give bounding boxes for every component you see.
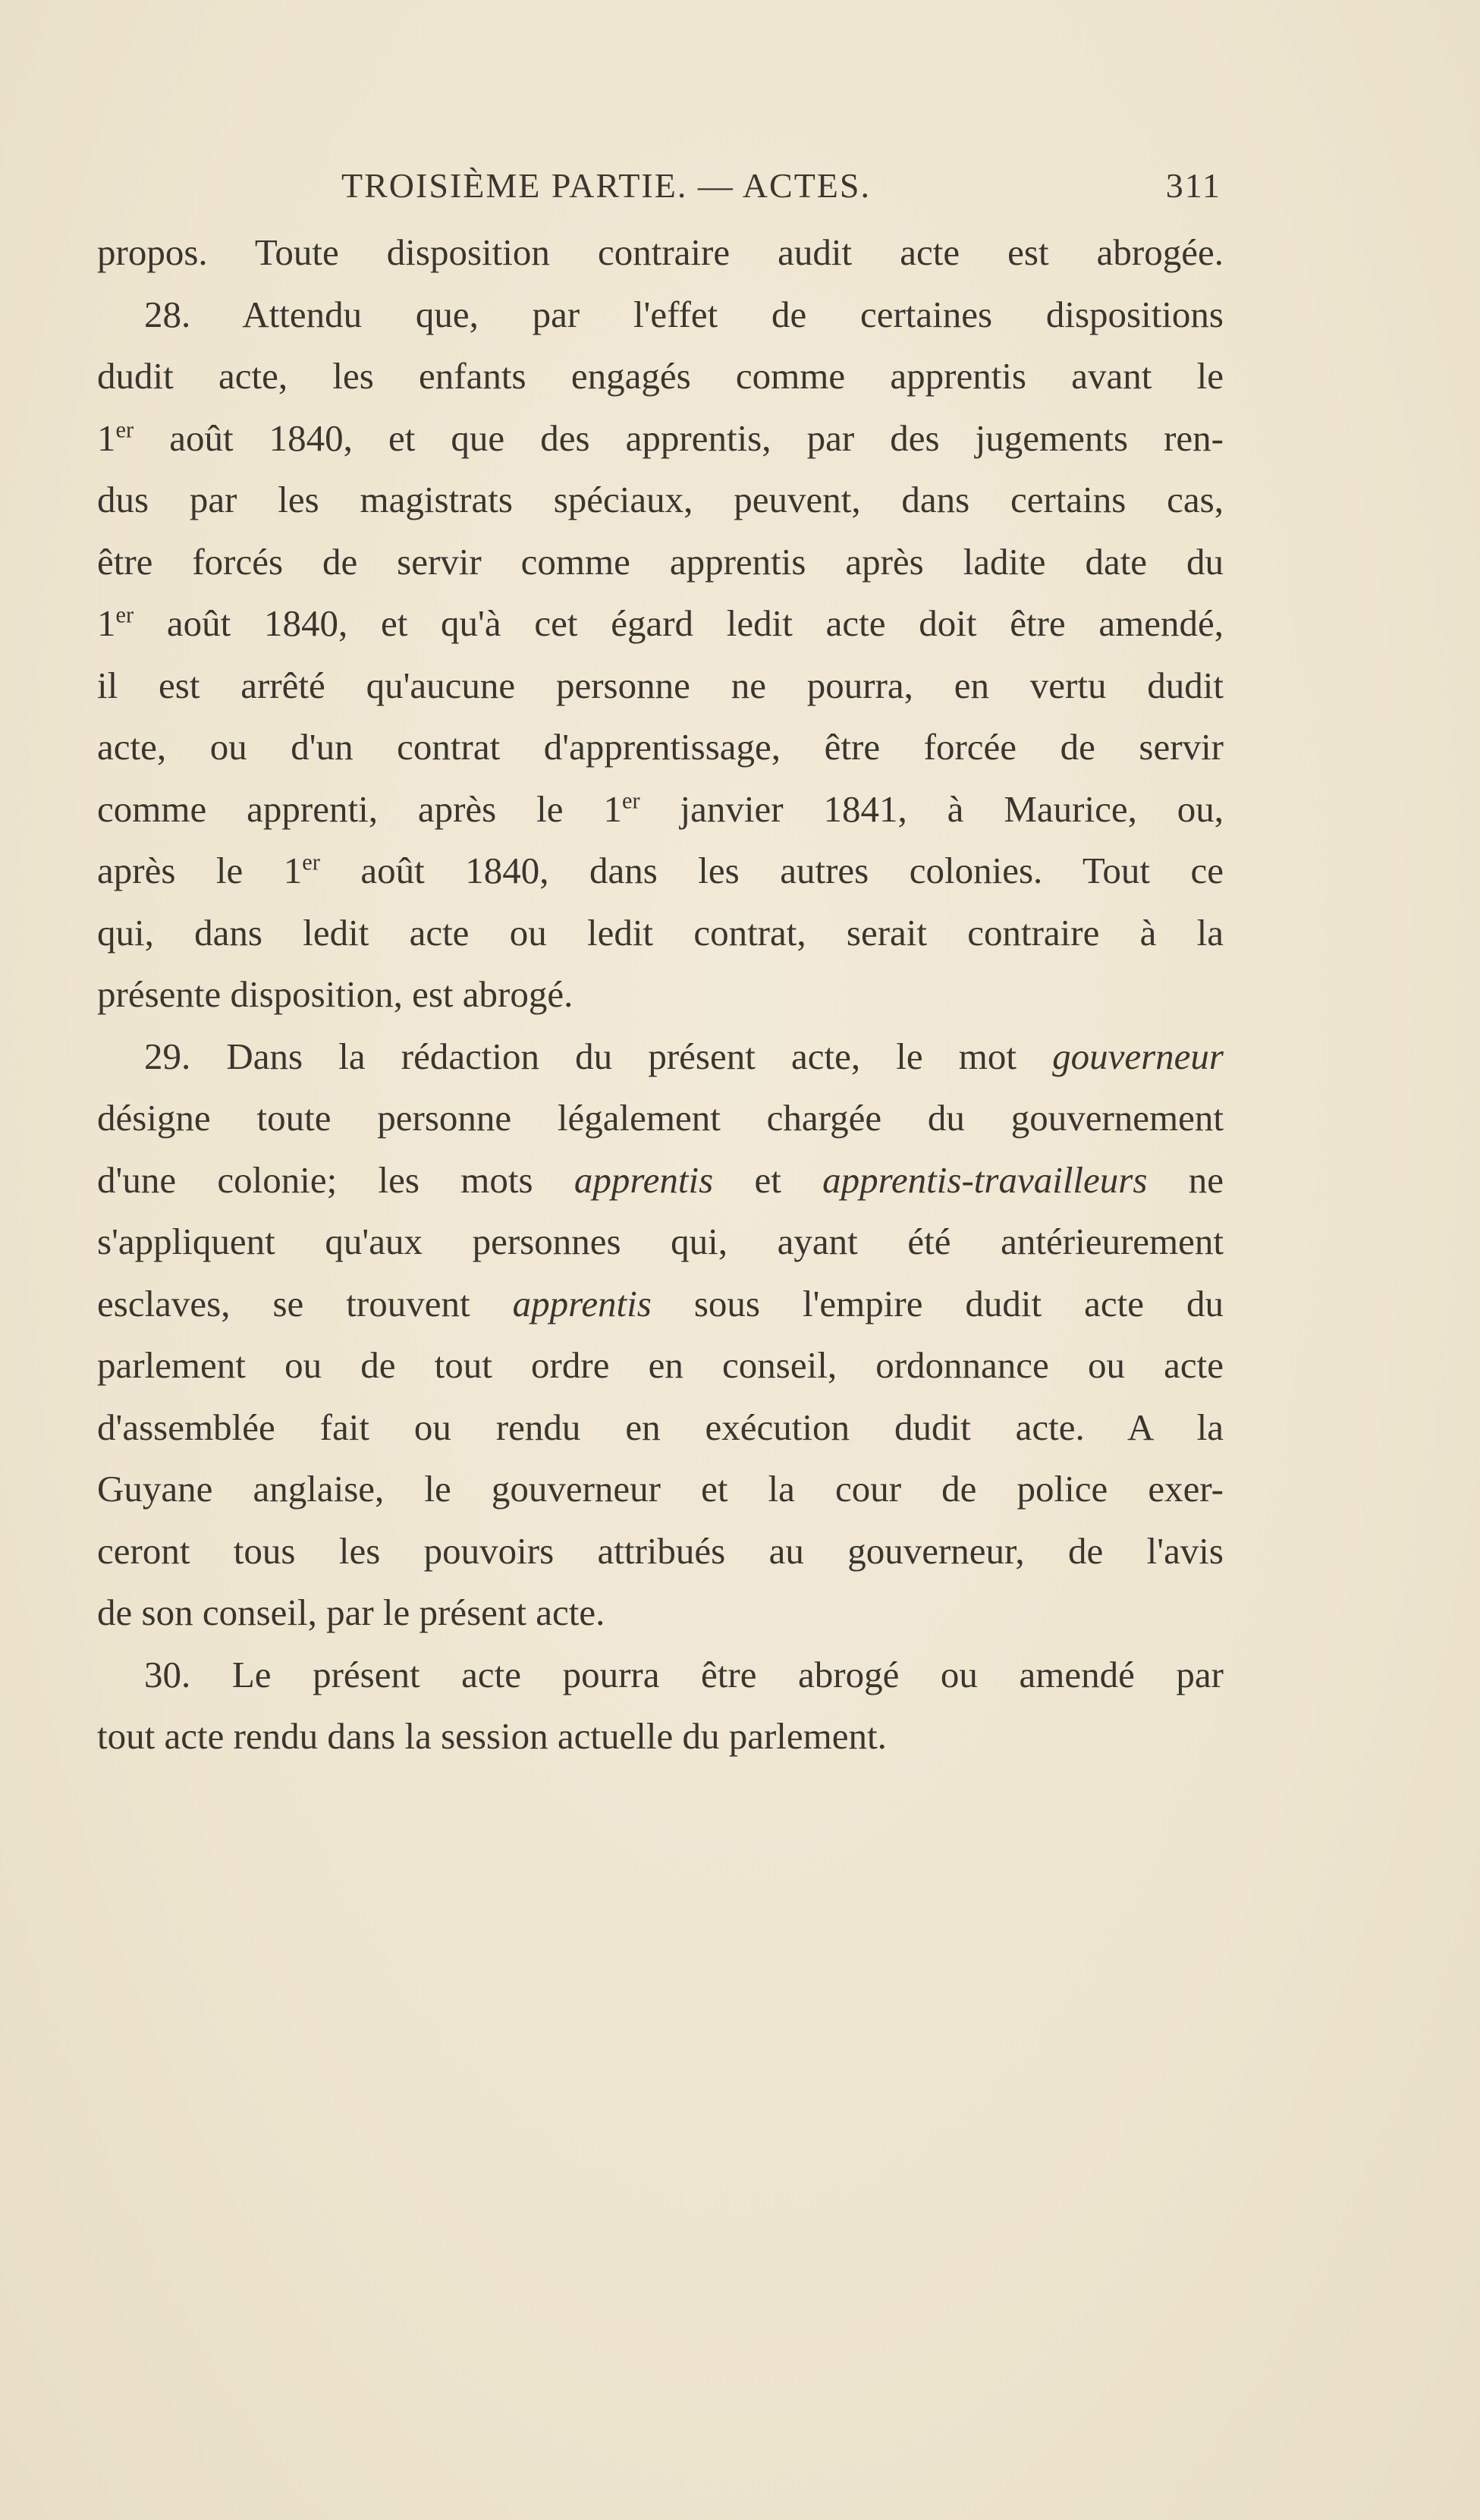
text-line — [97, 1273, 1224, 1335]
text-line: dus par les magistrats spéciaux, peuvent, dans certains cas, — [97, 479, 1224, 520]
text-fragment: 1 — [97, 602, 116, 644]
page-number: 311 — [1165, 166, 1221, 205]
text-fragment: après le 1 — [97, 850, 303, 891]
text-line: il est arrêté qu'aucune personne ne pourra, en vertu dudit — [97, 664, 1224, 706]
text-line: être forcés de servir comme apprentis après ladite date du — [97, 540, 1224, 583]
text-line: propos. Toute disposition contraire audit acte est abrogée. — [97, 231, 1224, 273]
text-line — [97, 1149, 1224, 1211]
text-fragment: 1 — [97, 416, 116, 459]
superscript: er — [115, 602, 134, 628]
italic-term: apprentis — [573, 1158, 714, 1201]
superscript: er — [621, 787, 640, 814]
text-fragment: août 1840, et que des apprentis, par des jugements ren- — [134, 416, 1224, 459]
text-line — [97, 778, 1224, 841]
text-fragment: sous l'empire dudit acte du — [651, 1282, 1224, 1324]
text-line: d'assemblée fait ou rendu en exécution dudit acte. A la — [97, 1406, 1224, 1448]
text-fragment: janvier 1841, à Maurice, ou, — [639, 787, 1224, 830]
article-29-start — [97, 1026, 1224, 1088]
text-line: parlement ou de tout ordre en conseil, ordonnance ou acte — [97, 1344, 1224, 1386]
text-line — [97, 840, 1224, 902]
superscript: er — [115, 416, 134, 443]
text-fragment: esclaves, se trouvent — [97, 1282, 513, 1324]
text-line: présente disposition, est abrogé. — [97, 973, 573, 1015]
article-28-start: 28. Attendu que, par l'effet de certaines dispositions — [144, 293, 1224, 335]
text-line: s'appliquent qu'aux personnes qui, ayant été antérieurement — [97, 1221, 1224, 1262]
body-text — [97, 222, 1224, 1767]
superscript: er — [302, 849, 320, 875]
text-line: de son conseil, par le présent acte. — [97, 1591, 605, 1633]
text-fragment: d'une colonie; les mots — [97, 1158, 574, 1201]
italic-term: apprentis — [512, 1282, 652, 1324]
text-fragment: et — [713, 1158, 823, 1201]
text-line: tout acte rendu dans la session actuelle du parlement. — [97, 1715, 887, 1757]
text-fragment: comme apprenti, après le 1 — [97, 787, 622, 830]
italic-term: gouverneur — [1052, 1035, 1224, 1077]
running-head: TROISIÈME PARTIE. — ACTES. — [341, 166, 871, 205]
text-line: ceront tous les pouvoirs attribués au gouverneur, de l'avis — [97, 1529, 1224, 1572]
text-fragment: août 1840, et qu'à cet égard ledit acte doit être amendé, — [134, 602, 1224, 644]
text-line: acte, ou d'un contrat d'apprentissage, être forcée de servir — [97, 726, 1224, 768]
text-line: désigne toute personne légalement chargée du gouvernement — [97, 1097, 1224, 1139]
text-line: dudit acte, les enfants engagés comme apprentis avant le — [97, 355, 1224, 397]
text-line — [97, 407, 1224, 470]
text-fragment: 29. Dans la rédaction du présent acte, le mot — [144, 1035, 1053, 1077]
page-header — [99, 165, 1221, 218]
text-fragment: août 1840, dans les autres colonies. Tout ce — [319, 850, 1224, 891]
text-line: qui, dans ledit acte ou ledit contrat, serait contraire à la — [97, 911, 1224, 954]
italic-term: apprentis-travailleurs — [822, 1158, 1148, 1201]
text-line: Guyane anglaise, le gouverneur et la cour de police exer- — [97, 1468, 1224, 1510]
text-line — [97, 592, 1224, 655]
article-30-start: 30. Le présent acte pourra être abrogé ou amendé par — [144, 1653, 1224, 1695]
text-fragment: ne — [1147, 1158, 1224, 1201]
